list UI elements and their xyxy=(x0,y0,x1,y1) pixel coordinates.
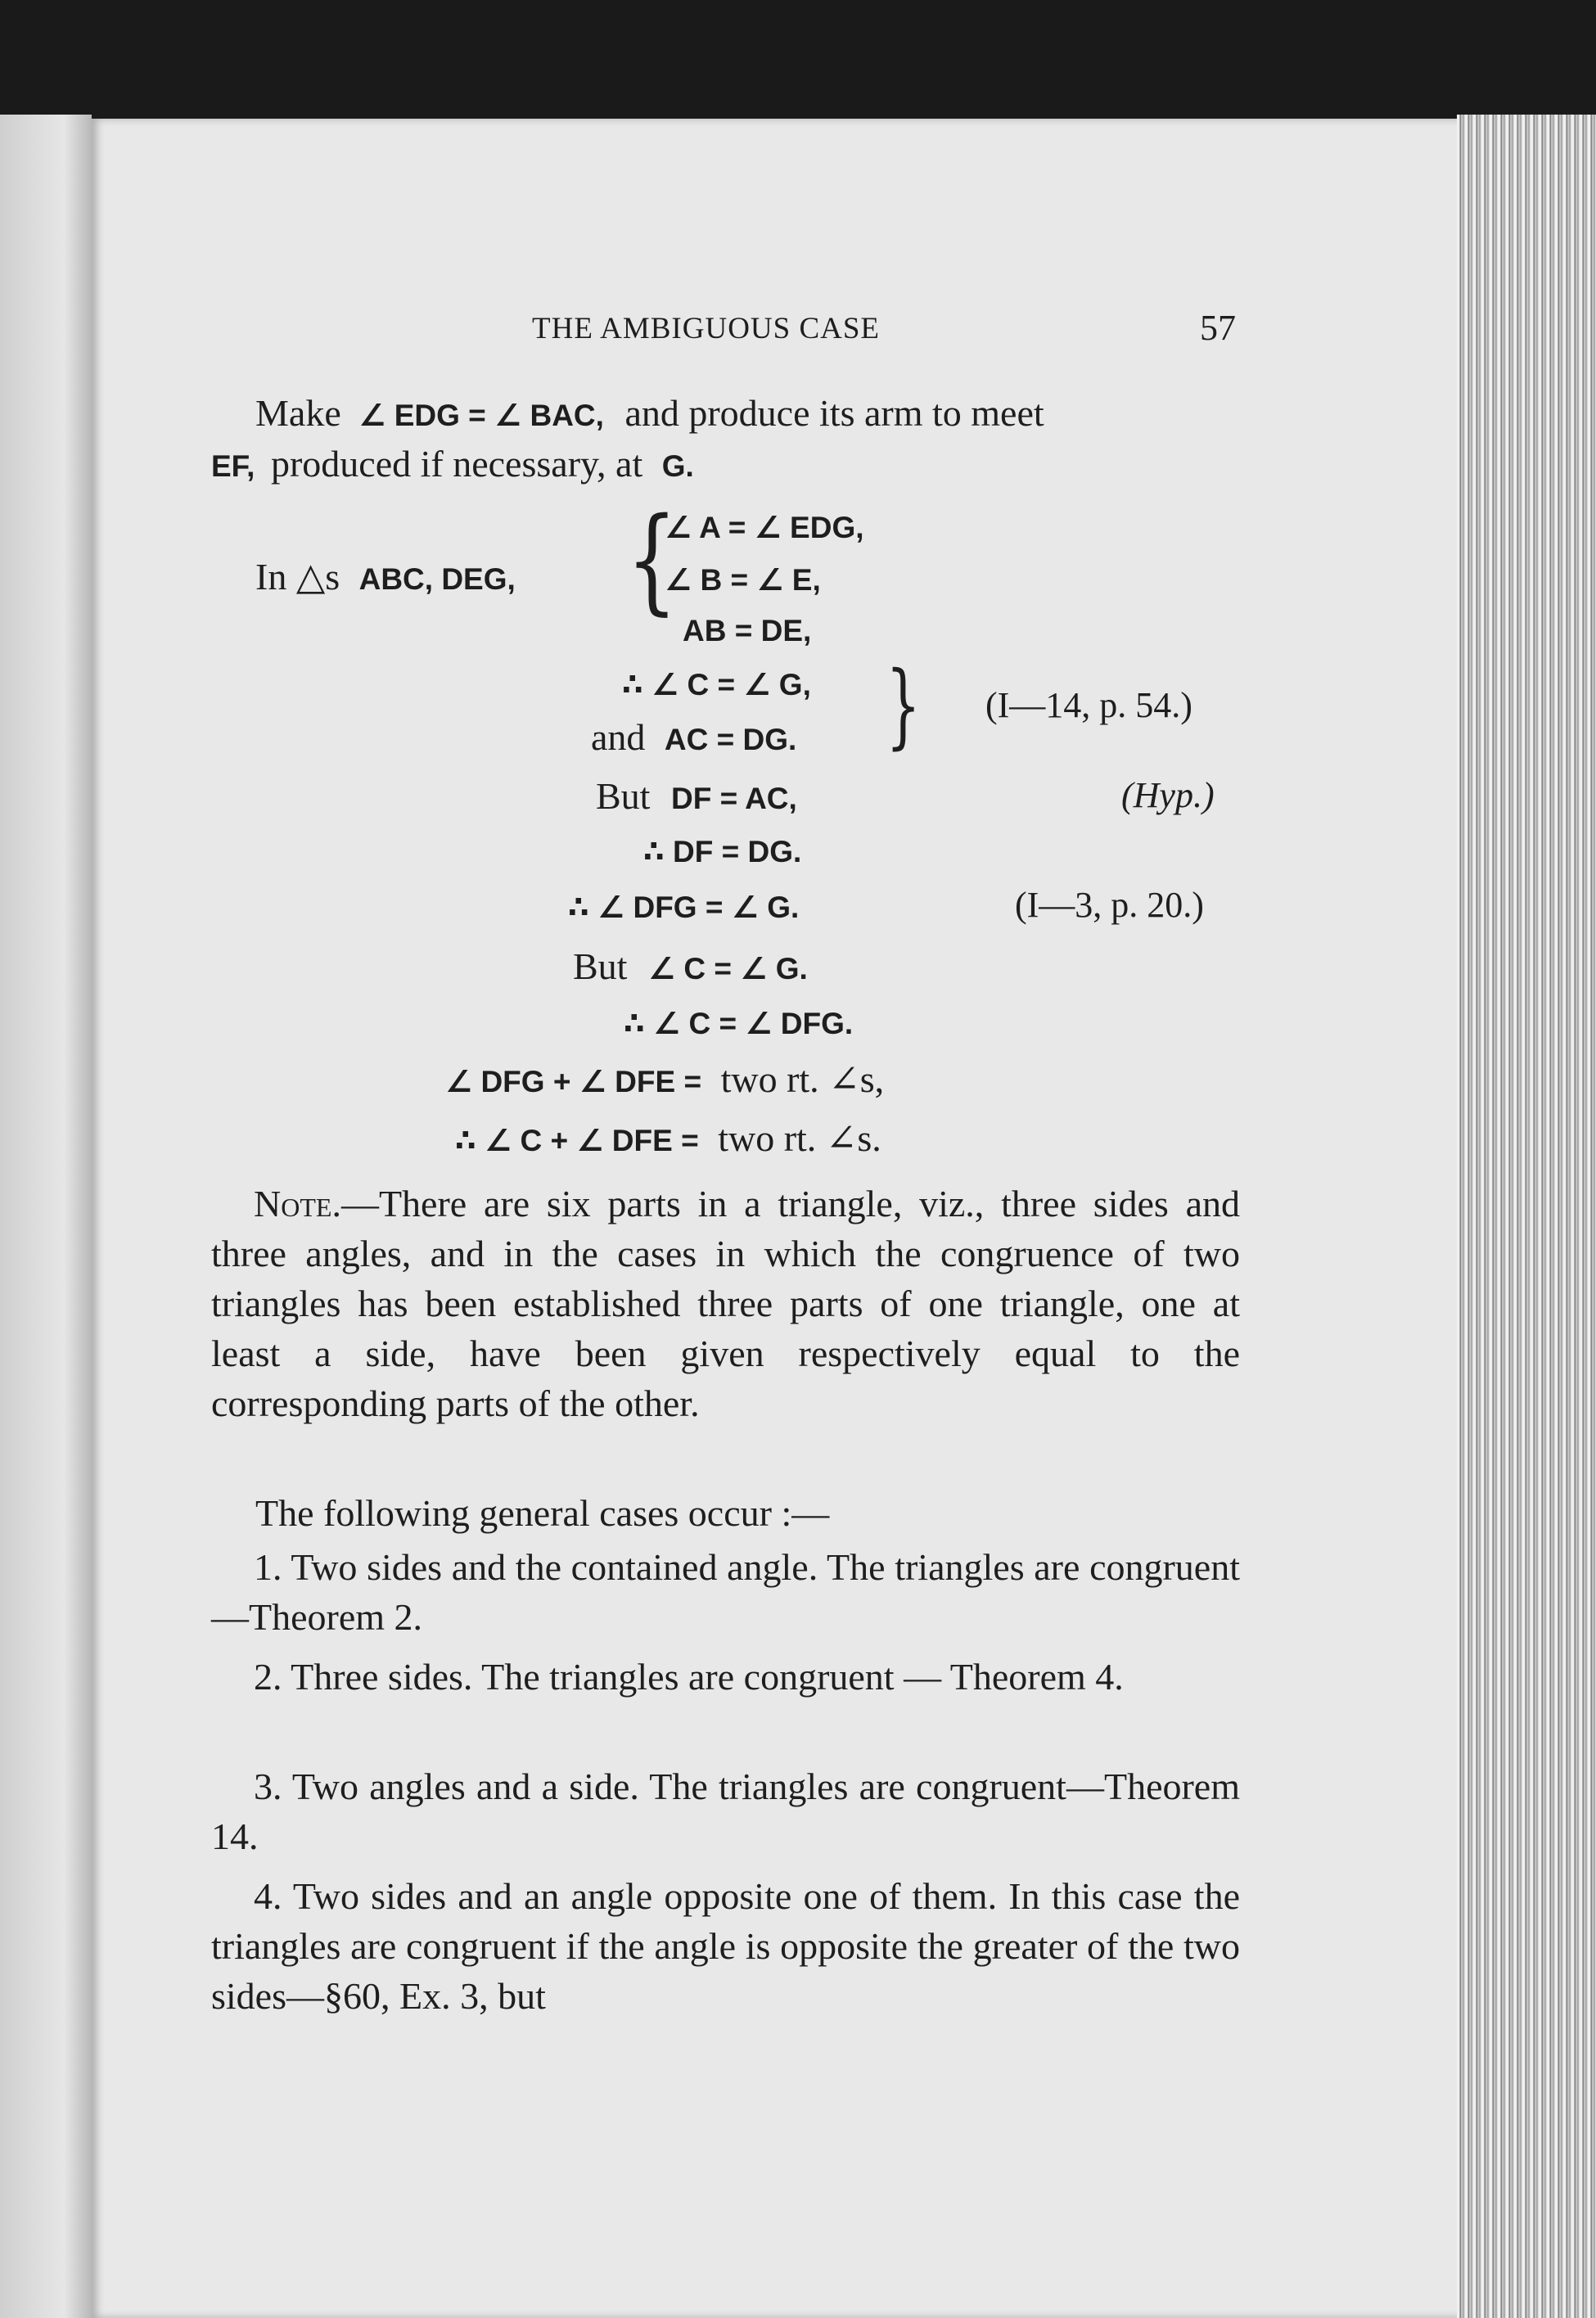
proof-step-9-text: two rt. ∠s. xyxy=(718,1117,881,1159)
case-4 xyxy=(211,1871,1240,2021)
reference-1: (I—14, p. 54.) xyxy=(985,685,1192,725)
intro-line-1-rest: and produce its arm to meet xyxy=(624,392,1044,434)
proof-step-5: ∴ ∠ DFG = ∠ G. xyxy=(568,891,800,924)
cases-intro: The following general cases occur :— xyxy=(255,1492,830,1534)
proof-step-2 xyxy=(591,714,796,764)
proof-in-label: In △s xyxy=(255,556,340,598)
reference-2: (Hyp.) xyxy=(1121,775,1215,815)
proof-in-triangles xyxy=(255,553,516,603)
proof-step-2-eq: AC = DG. xyxy=(664,723,797,756)
page-number: 57 xyxy=(1200,308,1236,348)
note-text: .—There are six parts in a triangle, viz., three sides and three angles, and in the cases in which the congruence of two triangles has been established three parts of one triangle, one at least a side, have been given respectively equal to the corresponding parts of the other. xyxy=(211,1183,1240,1424)
hypothesis-brace: { xyxy=(626,494,678,627)
case-2 xyxy=(211,1652,1240,1702)
reference-3: (I—3, p. 20.) xyxy=(1015,885,1204,925)
conclusion-brace: } xyxy=(886,652,922,759)
proof-step-8 xyxy=(445,1056,884,1106)
hypothesis-2: ∠ B = ∠ E, xyxy=(665,563,821,597)
note-paragraph xyxy=(211,1179,1240,1428)
case-1-text: 1. Two sides and the contained angle. The triangles are congruent—Theorem 2. xyxy=(211,1546,1240,1638)
intro-make: Make xyxy=(255,392,341,434)
intro-angle-equation: ∠ EDG = ∠ BAC, xyxy=(358,399,604,432)
hypothesis-1: ∠ A = ∠ EDG, xyxy=(665,511,864,544)
running-title: THE AMBIGUOUS CASE xyxy=(532,312,881,345)
facing-page-edge xyxy=(0,115,92,2318)
proof-step-2-and: and xyxy=(591,716,646,758)
case-3 xyxy=(211,1761,1240,1861)
proof-step-7: ∴ ∠ C = ∠ DFG. xyxy=(624,1007,854,1040)
case-1 xyxy=(211,1542,1240,1642)
proof-step-9 xyxy=(455,1115,881,1165)
proof-step-3 xyxy=(596,773,797,823)
proof-step-8-sym: ∠ DFG + ∠ DFE = xyxy=(445,1065,702,1098)
proof-step-3-but: But xyxy=(596,775,651,817)
intro-line-1 xyxy=(255,390,1044,440)
note-body xyxy=(211,1179,1240,1428)
proof-step-4: ∴ DF = DG. xyxy=(643,835,802,868)
proof-step-1: ∴ ∠ C = ∠ G, xyxy=(622,668,811,701)
proof-step-3-eq: DF = AC, xyxy=(670,782,797,815)
case-3-text: 3. Two angles and a side. The triangles are congruent—Theorem 14. xyxy=(211,1766,1240,1857)
page-stack-edge xyxy=(1457,115,1596,2318)
intro-line-2 xyxy=(211,440,694,490)
intro-ef: EF, xyxy=(211,449,255,483)
proof-step-6-eq: ∠ C = ∠ G. xyxy=(647,952,808,985)
proof-step-9-sym: ∴ ∠ C + ∠ DFE = xyxy=(455,1124,699,1157)
proof-step-8-text: two rt. ∠s, xyxy=(720,1058,885,1100)
proof-step-6 xyxy=(573,943,808,993)
proof-step-6-but: But xyxy=(573,945,628,987)
proof-triangles: ABC, DEG, xyxy=(358,562,516,596)
hypothesis-3: AB = DE, xyxy=(683,614,812,647)
case-2-text: 2. Three sides. The triangles are congruent — Theorem 4. xyxy=(254,1656,1124,1698)
case-4-text: 4. Two sides and an angle opposite one of them. In this case the triangles are congruent if the angle is opposite the greater of the two sides—§60, Ex. 3, but xyxy=(211,1875,1240,2017)
intro-line-2-mid: produced if necessary, at xyxy=(270,443,643,485)
intro-g: G. xyxy=(661,449,694,483)
note-label: Note xyxy=(254,1183,332,1224)
